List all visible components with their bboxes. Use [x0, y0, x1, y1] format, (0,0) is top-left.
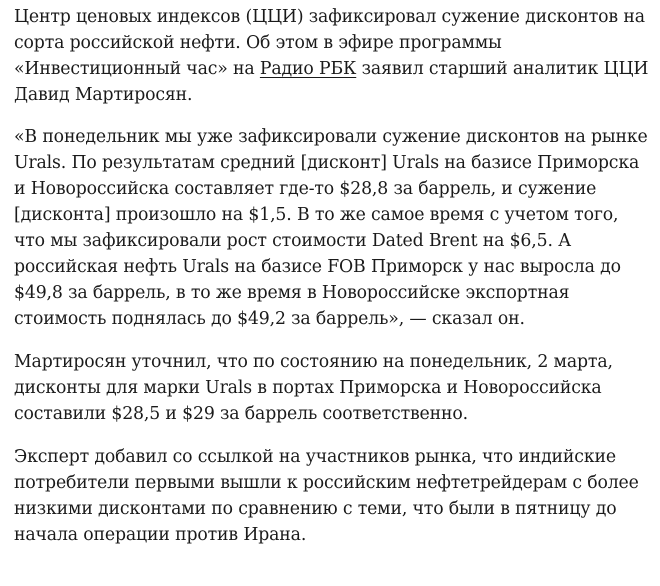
- paragraph-intro-text-start: Центр ценовых индексов (ЦЦИ) зафиксировал сужение дисконтов на сорта российской нефти. Об этом в эфире программы «Инвестиционный час» на: [14, 7, 645, 79]
- article-body: [14, 4, 654, 548]
- paragraph-expert: Эксперт добавил со ссылкой на участников рынка, что индийские потребители первыми вышли к российским нефтетрейдерам с более низкими дисконтами по сравнению с теми, что были в пятницу до начала операции против Ирана.: [14, 447, 639, 545]
- radio-rbc-link[interactable]: Радио РБК: [259, 59, 357, 79]
- paragraph-quote: «В понедельник мы уже зафиксировали сужение дисконтов на рынке Urals. По результатам средний [дисконт] Urals на базисе Приморска и Новороссийска составляет где-то $28,8 за баррель, и сужение [дисконта] произошло на $1,5. В то же самое время с учетом того, что мы зафиксировали рост стоимости Dated Brent на $6,5. А российская нефть Urals на базисе FOB Приморск у нас выросла до $49,8 за баррель, в то же время в Новороссийске экспортная стоимость поднялась до $49,2 за баррель», — сказал он.: [14, 127, 648, 329]
- paragraph-discounts: Мартиросян уточнил, что по состоянию на понедельник, 2 марта, дисконты для марки Urals в портах Приморска и Новороссийска составили $28,5 и $29 за баррель соответственно.: [14, 352, 613, 424]
- paragraph-intro: [14, 4, 654, 108]
- paragraph-intro-text-end: заявил старший аналитик ЦЦИ Давид Мартиросян.: [14, 59, 649, 105]
